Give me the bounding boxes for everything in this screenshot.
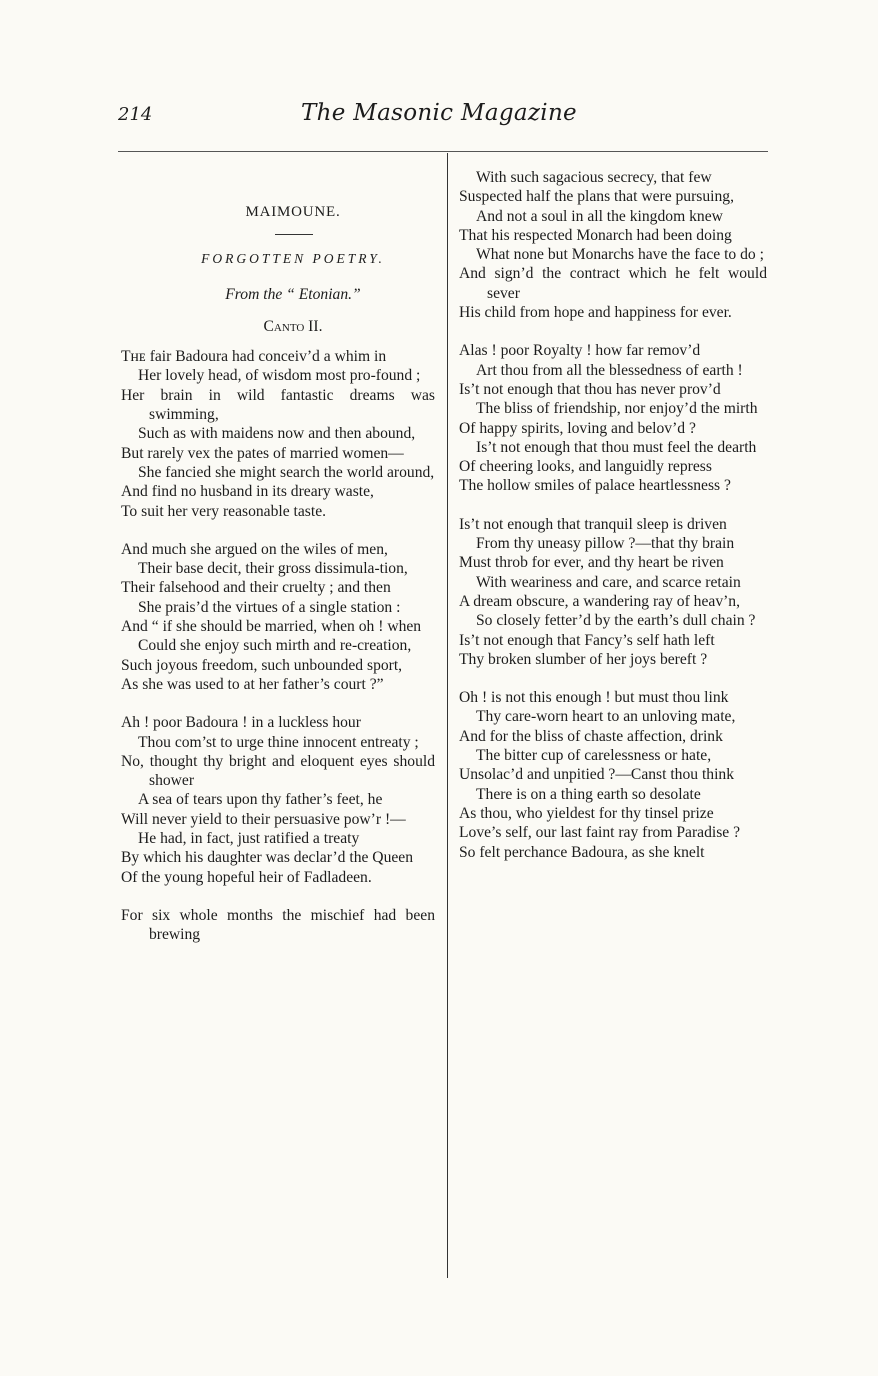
verse-line: The bitter cup of carelessness or hate,: [476, 747, 712, 765]
verse-line: What none but Monarchs have the face to do ;: [476, 246, 764, 264]
verse-line: Is’t not enough that thou must feel the dearth: [476, 438, 757, 456]
stanza-gap: [121, 521, 435, 540]
stanza: [121, 540, 435, 694]
verse-line: A sea of tears upon thy father’s feet, he: [138, 791, 383, 809]
column-divider: [447, 153, 448, 1278]
verse-line: Tʜᴇ fair Badoura had conceiv’d a whim in: [121, 348, 387, 366]
verse-line: And sign’d the contract which he felt would sever: [459, 265, 767, 302]
verse-line: Unsolac’d and unpitied ?—Canst thou think: [459, 766, 735, 784]
header-rule: [118, 151, 768, 152]
poem-title: MAIMOUNE.: [245, 204, 341, 220]
poem-source: From the “ Etonian.”: [225, 285, 361, 303]
verse-line: Love’s self, our last faint ray from Paradise ?: [459, 824, 741, 842]
right-column: [459, 168, 767, 862]
verse-line: She prais’d the virtues of a single station :: [138, 598, 401, 616]
stanza: [121, 906, 435, 945]
verse-line: And for the bliss of chaste affection, drink: [459, 727, 723, 745]
verse-line: Is’t not enough that Fancy’s self hath left: [459, 631, 715, 649]
verse-line: Her brain in wild fantastic dreams was swimming,: [121, 386, 435, 424]
stanza: [121, 347, 435, 521]
verse-line: Their falsehood and their cruelty ; and then: [121, 579, 391, 597]
stanza: [459, 341, 767, 495]
verse-line: A dream obscure, a wandering ray of heav’n,: [459, 592, 741, 610]
verse-line: And find no husband in its dreary waste,: [121, 483, 374, 501]
verse-line: And not a soul in all the kingdom knew: [476, 207, 723, 225]
verse-line: By which his daughter was declar’d the Queen: [121, 849, 414, 867]
verse-line: Art thou from all the blessedness of earth !: [476, 361, 743, 379]
verse-line: And much she argued on the wiles of men,: [121, 540, 388, 558]
page-header: [0, 100, 878, 140]
left-verses: [121, 347, 435, 944]
verse-line: With such sagacious secrecy, that few: [476, 169, 712, 186]
verse-line: Their base decit, their gross dissimula-tion,: [138, 560, 408, 578]
left-column: [121, 203, 435, 945]
right-verses: [459, 168, 767, 862]
verse-line: Could she enjoy such mirth and re-creation,: [138, 637, 412, 655]
verse-line: Is’t not enough that thou has never prov’d: [459, 380, 721, 398]
verse-line: Ah ! poor Badoura ! in a luckless hour: [121, 714, 361, 732]
verse-line: So felt perchance Badoura, as she knelt: [459, 843, 705, 861]
verse-line: From thy uneasy pillow ?—that thy brain: [476, 535, 735, 553]
verse-line: Of the young hopeful heir of Fadladeen.: [121, 868, 372, 886]
stanza-gap: [459, 322, 767, 341]
verse-line: The hollow smiles of palace heartlessness ?: [459, 477, 731, 495]
verse-line: Thy care-worn heart to an unloving mate,: [476, 708, 736, 726]
verse-line: His child from hope and happiness for ever.: [459, 304, 732, 322]
title-rule: [275, 234, 313, 235]
verse-line: Oh ! is not this enough ! but must thou link: [459, 689, 729, 707]
stanza-gap: [121, 887, 435, 906]
verse-line: That his respected Monarch had been doing: [459, 226, 732, 244]
stanza: [459, 515, 767, 669]
verse-line: Will never yield to their persuasive pow’r !—: [121, 810, 406, 828]
verse-line: Such joyous freedom, such unbounded sport,: [121, 656, 403, 674]
stanza-gap: [121, 694, 435, 713]
verse-line: With weariness and care, and scarce retain: [476, 573, 741, 591]
verse-line: There is on a thing earth so desolate: [476, 785, 701, 803]
verse-line: And “ if she should be married, when oh ! when: [121, 618, 422, 636]
verse-line: No, thought thy bright and eloquent eyes should shower: [121, 752, 435, 790]
stanza: [459, 168, 767, 322]
page-number: 214: [118, 104, 153, 125]
verse-line: Suspected half the plans that were pursuing,: [459, 188, 734, 206]
verse-line: Is’t not enough that tranquil sleep is driven: [459, 515, 727, 533]
verse-line: Must throb for ever, and thy heart be riven: [459, 554, 724, 572]
verse-line: But rarely vex the pates of married women—: [121, 444, 404, 462]
verse-line: Of cheering looks, and languidly repress: [459, 458, 712, 476]
verse-line: To suit her very reasonable taste.: [121, 502, 327, 520]
stanza-gap: [459, 669, 767, 688]
verse-line: He had, in fact, just ratified a treaty: [138, 830, 360, 848]
stanza-gap: [459, 496, 767, 515]
stanza: [121, 713, 435, 887]
verse-line: For six whole months the mischief had been brewing: [121, 906, 435, 944]
verse-line: The bliss of friendship, nor enjoy’d the mirth: [476, 400, 758, 418]
verse-line: Of happy spirits, loving and belov’d ?: [459, 419, 696, 437]
poem-subtitle: FORGOTTEN POETRY.: [201, 251, 385, 267]
verse-line: So closely fetter’d by the earth’s dull chain ?: [476, 612, 756, 630]
verse-line: As she was used to at her father’s court ?”: [121, 675, 384, 693]
running-title: The Masonic Magazine: [301, 100, 577, 126]
verse-line: Such as with maidens now and then abound,: [138, 425, 416, 443]
verse-line: Alas ! poor Royalty ! how far remov’d: [459, 342, 701, 360]
stanza: [459, 688, 767, 862]
verse-line: She fancied she might search the world around,: [138, 463, 435, 481]
verse-line: Thou com’st to urge thine innocent entreaty ;: [138, 733, 419, 751]
verse-line: Thy broken slumber of her joys bereft ?: [459, 650, 708, 668]
canto-heading: Canto II.: [263, 317, 323, 335]
verse-line: As thou, who yieldest for thy tinsel prize: [459, 804, 714, 822]
verse-line: Her lovely head, of wisdom most pro-found ;: [138, 367, 421, 385]
